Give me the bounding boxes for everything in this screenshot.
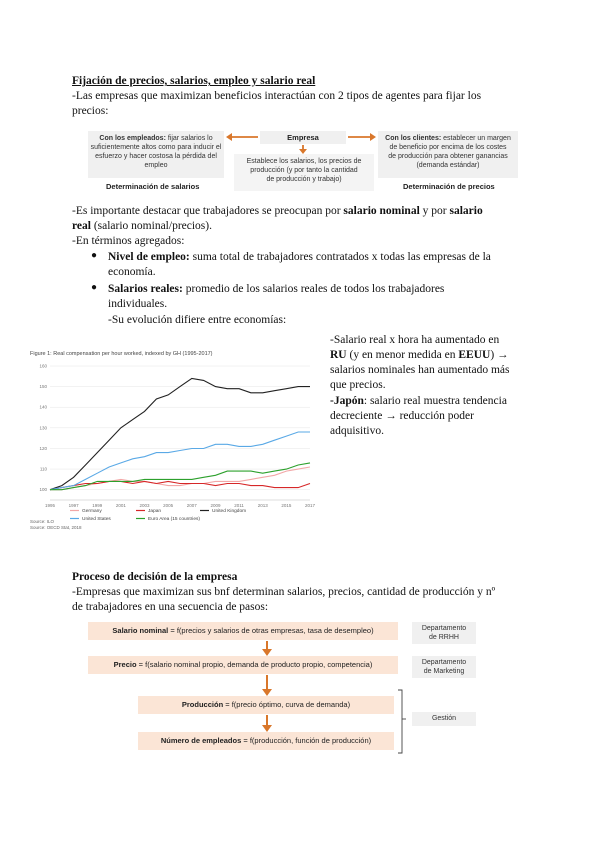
text: (salario nominal/precios). <box>90 220 212 232</box>
x-tick-label: 2009 <box>210 503 221 508</box>
x-tick-label: 1995 <box>44 503 56 508</box>
clients-text: de producción para obtener ganancias <box>388 153 508 160</box>
text: promedio de los salarios reales de todos los trabajadores <box>182 283 445 295</box>
y-tick-label: 100 <box>39 487 47 493</box>
wage-chart <box>28 346 318 538</box>
paragraph-line: -En términos agregados: <box>72 235 185 247</box>
dept-text: de Marketing <box>423 668 465 675</box>
side-note-line: salarios nominales han aumentado más <box>330 364 510 376</box>
section-line: de trabajadores en una secuencia de pasos: <box>72 601 269 613</box>
wage-determination-caption: Determinación de salarios <box>106 182 200 191</box>
bold-term: Salarios reales: <box>108 283 183 295</box>
arrow-right-head <box>370 133 376 141</box>
side-note-line <box>330 394 507 409</box>
bold-term: -Japón <box>330 395 364 407</box>
text: -Es importante destacar que trabajadores se preocupan por <box>72 205 344 217</box>
employees-label: Con los empleados: <box>99 135 166 142</box>
arrow-2-head <box>262 689 272 696</box>
x-tick-label: 2007 <box>186 503 197 508</box>
text: ) → <box>490 349 509 361</box>
x-tick-label: 2015 <box>281 503 292 508</box>
bold-term: Nivel de empleo: <box>108 251 190 263</box>
employees-text: esfuerzo y hacer costosa la pérdida del <box>95 153 217 160</box>
bullet-item-cont: economía. <box>108 266 156 278</box>
step-label: Salario nominal <box>112 626 169 635</box>
text: suma total de trabajadores contratados x todas las empresas de la <box>189 251 491 263</box>
text: : salario real muestra tendencia <box>363 395 507 407</box>
chart-title: Figure 1: Real compensation per hour worked, indexed by GH (1995-2017) <box>30 351 213 357</box>
step-label: Precio <box>113 660 137 669</box>
bullet-item-cont: individuales. <box>108 298 168 310</box>
employees-text: empleo <box>144 162 168 169</box>
intro-line: -Las empresas que maximizan beneficios interactúan con 2 tipos de agentes para fijar los <box>72 90 482 102</box>
step-label: Producción <box>181 700 224 709</box>
x-tick-label: 2005 <box>163 503 174 508</box>
arrow-1-head <box>262 649 272 656</box>
x-tick-label: 1997 <box>68 503 79 508</box>
section-title: Proceso de decisión de la empresa <box>72 571 238 583</box>
bold-term: salario nominal <box>343 205 420 217</box>
side-note-line: adquisitivo. <box>330 425 384 437</box>
paragraph-line <box>72 204 483 219</box>
y-tick-label: 160 <box>39 363 47 369</box>
y-tick-label: 120 <box>39 445 47 451</box>
bold-term: salario <box>449 205 483 217</box>
legend-label: Japan <box>148 509 162 514</box>
side-note-line: que precios. <box>330 379 386 391</box>
series-line <box>50 467 310 490</box>
side-note-line <box>330 348 509 363</box>
firm-text: Establece los salarios, los precios de <box>246 158 362 165</box>
chart-source: Source: OECD Stat, 2018 <box>30 525 82 530</box>
clients-label: Con los clientes: <box>385 135 442 142</box>
bullet-item <box>108 282 444 297</box>
paragraph-line <box>72 219 212 234</box>
bold-term: EEUU <box>458 349 491 361</box>
legend-label: Germany <box>82 509 102 514</box>
dept-text: de RRHH <box>429 634 459 641</box>
series-line <box>50 378 310 489</box>
section-title: Fijación de precios, salarios, empleo y salario real <box>72 75 316 87</box>
bold-term: RU <box>330 349 347 361</box>
clients-text: establecer un margen <box>443 135 511 142</box>
dept-text: Departamento <box>421 625 467 632</box>
text: (y en menor medida en <box>346 349 459 361</box>
clients-text: de beneficio por encima de los costes <box>389 144 507 151</box>
dept-text: Departamento <box>421 659 467 666</box>
bullet-icon: ● <box>91 282 98 293</box>
process-arrows <box>0 600 600 760</box>
step-text: = f(producción, función de producción) <box>241 736 372 745</box>
side-note-line: -Salario real x hora ha aumentado en <box>330 334 500 346</box>
section-line: -Empresas que maximizan sus bnf determinan salarios, precios, cantidad de producción y nº <box>72 586 496 598</box>
step-label: Número de empleados <box>160 736 242 745</box>
y-tick-label: 130 <box>39 425 47 431</box>
step-text: = f(salario nominal propio, demanda de producto propio, competencia) <box>136 660 373 669</box>
firm-text: de producción y trabajo) <box>266 176 342 183</box>
legend-label: United Kingdom <box>212 509 247 514</box>
x-tick-label: 2017 <box>304 503 316 508</box>
y-tick-label: 140 <box>39 404 47 410</box>
x-tick-label: 2003 <box>139 503 150 508</box>
bullet-item <box>108 250 491 265</box>
chart-source: Source: ILO <box>30 519 55 524</box>
text: y por <box>419 205 450 217</box>
evolution-line: -Su evolución difiere entre economías: <box>108 314 287 326</box>
arrow-down-head <box>299 149 307 154</box>
x-tick-label: 2011 <box>234 503 244 508</box>
bullet-icon: ● <box>91 250 98 261</box>
employees-text: fijar salarios lo <box>167 135 213 142</box>
legend-label: Euro Area (15 countries) <box>148 517 200 522</box>
firm-box: Empresa <box>260 131 346 144</box>
arrow-3-head <box>262 725 272 732</box>
step-text: = f(precios y salarios de otras empresas, tasa de desempleo) <box>168 626 374 635</box>
management-bracket <box>398 690 402 753</box>
price-determination-caption: Determinación de precios <box>403 182 495 191</box>
intro-line: precios: <box>72 105 109 117</box>
arrow-left-head <box>226 133 232 141</box>
x-tick-label: 2001 <box>115 503 126 508</box>
diagram-arrows <box>0 0 600 200</box>
x-tick-label: 1999 <box>92 503 103 508</box>
employees-text: suficientemente altos como para inducir el <box>90 144 222 151</box>
firm-text: producción (y por tanto la cantidad <box>250 167 358 174</box>
clients-text: (demanda estándar) <box>416 162 480 169</box>
legend-label: United States <box>82 517 111 522</box>
bold-term: real <box>72 220 91 232</box>
y-tick-label: 110 <box>39 466 47 472</box>
management-box: Gestión <box>412 712 476 726</box>
step-text: = f(precio óptimo, curva de demanda) <box>223 700 351 709</box>
y-tick-label: 150 <box>39 384 47 390</box>
side-note-line: decreciente → reducción poder <box>330 410 474 422</box>
x-tick-label: 2013 <box>257 503 268 508</box>
